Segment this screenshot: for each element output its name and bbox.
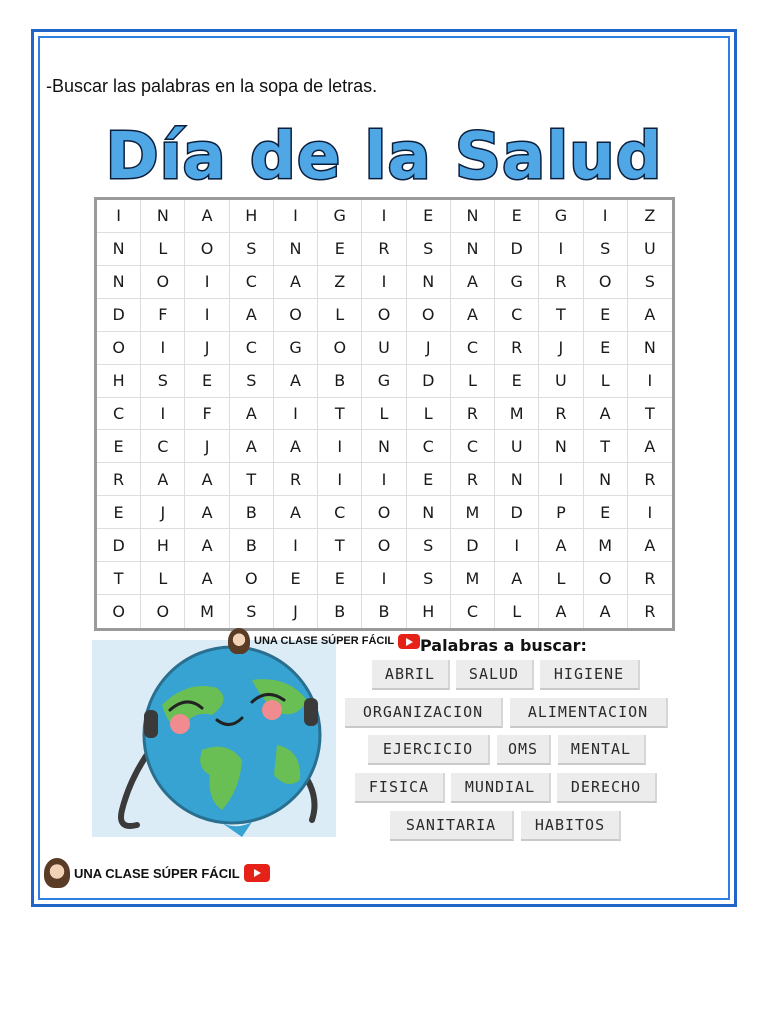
grid-cell: H [97,365,141,398]
grid-cell: C [495,299,539,332]
grid-cell: R [451,463,495,496]
grid-cell: J [185,430,229,463]
grid-cell: U [362,332,406,365]
grid-cell: T [230,463,274,496]
grid-cell: G [362,365,406,398]
grid-cell: N [495,463,539,496]
grid-cell: O [141,266,185,299]
grid-cell: R [451,398,495,431]
youtube-icon [398,634,420,649]
grid-cell: S [584,233,628,266]
grid-cell: N [584,463,628,496]
grid-cell: A [230,430,274,463]
grid-cell: I [318,463,362,496]
grid-cell: N [141,200,185,233]
grid-cell: R [628,562,672,595]
grid-cell: U [495,430,539,463]
word-chip: HIGIENE [540,660,640,690]
grid-cell: E [274,562,318,595]
grid-cell: C [230,332,274,365]
grid-cell: M [584,529,628,562]
grid-cell: F [141,299,185,332]
grid-cell: B [318,365,362,398]
grid-cell: T [318,529,362,562]
word-chip: SANITARIA [390,811,514,841]
word-search-grid [94,197,675,631]
grid-cell: A [274,266,318,299]
grid-cell: O [141,595,185,628]
grid-cell: M [451,496,495,529]
grid-cell: A [274,365,318,398]
grid-cell: M [495,398,539,431]
grid-cell: O [584,562,628,595]
grid-cell: B [230,529,274,562]
grid-cell: I [495,529,539,562]
grid-cell: D [451,529,495,562]
grid-cell: D [97,299,141,332]
grid-cell: L [407,398,451,431]
grid-cell: T [97,562,141,595]
grid-cell: A [451,266,495,299]
grid-cell: L [584,365,628,398]
grid-cell: O [407,299,451,332]
grid-cell: B [230,496,274,529]
grid-cell: R [495,332,539,365]
grid-cell: R [97,463,141,496]
word-chip: FISICA [355,773,445,803]
grid-cell: A [185,529,229,562]
grid-cell: I [185,299,229,332]
grid-cell: T [584,430,628,463]
word-chip: MUNDIAL [451,773,551,803]
grid-cell: O [230,562,274,595]
grid-cell: O [362,529,406,562]
grid-cell: F [185,398,229,431]
grid-cell: I [141,332,185,365]
grid-cell: I [539,463,583,496]
grid-cell: I [584,200,628,233]
grid-cell: I [185,266,229,299]
word-chip: DERECHO [557,773,657,803]
avatar-icon [44,858,70,888]
grid-cell: A [230,299,274,332]
grid-cell: M [451,562,495,595]
grid-cell: O [97,332,141,365]
grid-cell: D [407,365,451,398]
word-chip: MENTAL [558,735,646,765]
grid-cell: P [539,496,583,529]
grid-cell: L [141,233,185,266]
grid-cell: A [628,529,672,562]
brand-logo-small [228,628,420,654]
grid-cell: C [141,430,185,463]
grid-cell: U [628,233,672,266]
grid-cell: L [451,365,495,398]
grid-cell: U [539,365,583,398]
grid-cell: I [318,430,362,463]
grid-cell: N [97,233,141,266]
grid-cell: R [539,266,583,299]
grid-cell: C [97,398,141,431]
grid-cell: S [407,233,451,266]
grid-cell: O [362,496,406,529]
grid-cell: E [185,365,229,398]
grid-cell: S [407,562,451,595]
grid-cell: I [628,496,672,529]
grid-cell: E [584,299,628,332]
grid-cell: C [451,332,495,365]
title-text: Día de la Salud [105,120,663,194]
word-chip: SALUD [456,660,534,690]
grid-cell: I [362,562,406,595]
grid-cell: E [318,233,362,266]
grid-cell: A [185,463,229,496]
grid-cell: C [451,430,495,463]
grid-cell: A [584,595,628,628]
grid-cell: S [230,233,274,266]
grid-cell: A [628,299,672,332]
grid-cell: N [362,430,406,463]
words-heading: Palabras a buscar: [420,636,587,655]
grid-cell: A [185,496,229,529]
grid-cell: C [318,496,362,529]
youtube-icon [244,864,270,882]
grid-cell: R [539,398,583,431]
grid-cell: H [407,595,451,628]
grid-cell: O [97,595,141,628]
grid-cell: I [628,365,672,398]
grid-cell: I [539,233,583,266]
grid-cell: O [185,233,229,266]
grid-cell: L [362,398,406,431]
brand-text-small: UNA CLASE SÚPER FÁCIL [254,635,395,647]
grid-cell: S [230,365,274,398]
grid-cell: D [97,529,141,562]
grid-cell: A [141,463,185,496]
instruction-text: -Buscar las palabras en la sopa de letras. [46,76,378,96]
grid-cell: G [539,200,583,233]
grid-cell: I [362,200,406,233]
brand-logo-footer [44,858,270,888]
grid-cell: E [97,496,141,529]
grid-cell: H [141,529,185,562]
grid-cell: E [584,332,628,365]
grid-cell: O [584,266,628,299]
grid-cell: J [274,595,318,628]
grid-cell: E [407,200,451,233]
grid-cell: I [274,398,318,431]
grid-cell: B [318,595,362,628]
earth-mascot-icon [92,640,336,837]
grid-cell: J [141,496,185,529]
grid-cell: E [495,200,539,233]
grid-cell: A [628,430,672,463]
grid-cell: A [185,562,229,595]
grid-cell: E [495,365,539,398]
grid-cell: G [318,200,362,233]
grid-cell: E [97,430,141,463]
grid-cell: A [451,299,495,332]
grid-cell: O [318,332,362,365]
grid-cell: R [644,602,656,622]
grid-cell: C [451,595,495,628]
grid-cell: I [274,200,318,233]
grid-cell: O [274,299,318,332]
grid-cell: B [362,595,406,628]
grid-cell: L [539,562,583,595]
grid-cell: J [185,332,229,365]
grid-cell: N [628,332,672,365]
grid-cell: N [407,496,451,529]
word-chip: ABRIL [372,660,450,690]
grid-cell: N [407,266,451,299]
grid-cell: T [628,398,672,431]
grid-cell: G [495,266,539,299]
grid-cell: R [362,233,406,266]
grid-cell: I [274,529,318,562]
grid-cell: N [539,430,583,463]
grid-cell: L [318,299,362,332]
brand-text-footer: UNA CLASE SÚPER FÁCIL [74,865,240,881]
grid-cell: Z [318,266,362,299]
grid-cell: L [495,595,539,628]
grid-cell: M [185,595,229,628]
grid-cell: I [362,266,406,299]
word-chip: ALIMENTACION [510,698,668,728]
grid-cell: I [97,200,141,233]
grid-cell: A [495,562,539,595]
word-chip: ORGANIZACION [345,698,503,728]
grid-cell: J [407,332,451,365]
grid-cell: R [628,463,672,496]
grid-cell: H [230,200,274,233]
grid-cell: N [451,233,495,266]
grid-cell: A [274,430,318,463]
avatar-icon [228,628,250,654]
grid-cell: E [584,496,628,529]
grid-cell: N [97,266,141,299]
grid-cell: A [539,529,583,562]
grid-cell: A [539,595,583,628]
grid-cell: T [318,398,362,431]
grid-cell: I [362,463,406,496]
grid-cell: O [362,299,406,332]
word-chip: EJERCICIO [368,735,490,765]
grid-cell: N [451,200,495,233]
grid-cell: C [230,266,274,299]
grid-cell: R [274,463,318,496]
grid-cell: S [628,266,672,299]
grid-cell: T [539,299,583,332]
grid-cell: Z [628,200,672,233]
grid-cell: A [274,496,318,529]
earth-mascot-illustration [92,640,336,837]
grid-cell: E [407,463,451,496]
grid-cell: J [539,332,583,365]
grid-cell: L [141,562,185,595]
grid-cell: A [230,398,274,431]
grid-cell: N [274,233,318,266]
grid-cell: I [141,398,185,431]
grid-cell: G [274,332,318,365]
grid-cell: A [185,200,229,233]
grid-cell: A [584,398,628,431]
word-chip: OMS [497,735,551,765]
grid-cell: S [141,365,185,398]
grid-cell: D [495,496,539,529]
grid-cell: D [495,233,539,266]
grid-cell: S [230,595,274,628]
grid-cell: S [407,529,451,562]
grid-cell: E [318,562,362,595]
worksheet-title [104,112,664,198]
grid-cell: C [407,430,451,463]
word-chip: HABITOS [521,811,621,841]
